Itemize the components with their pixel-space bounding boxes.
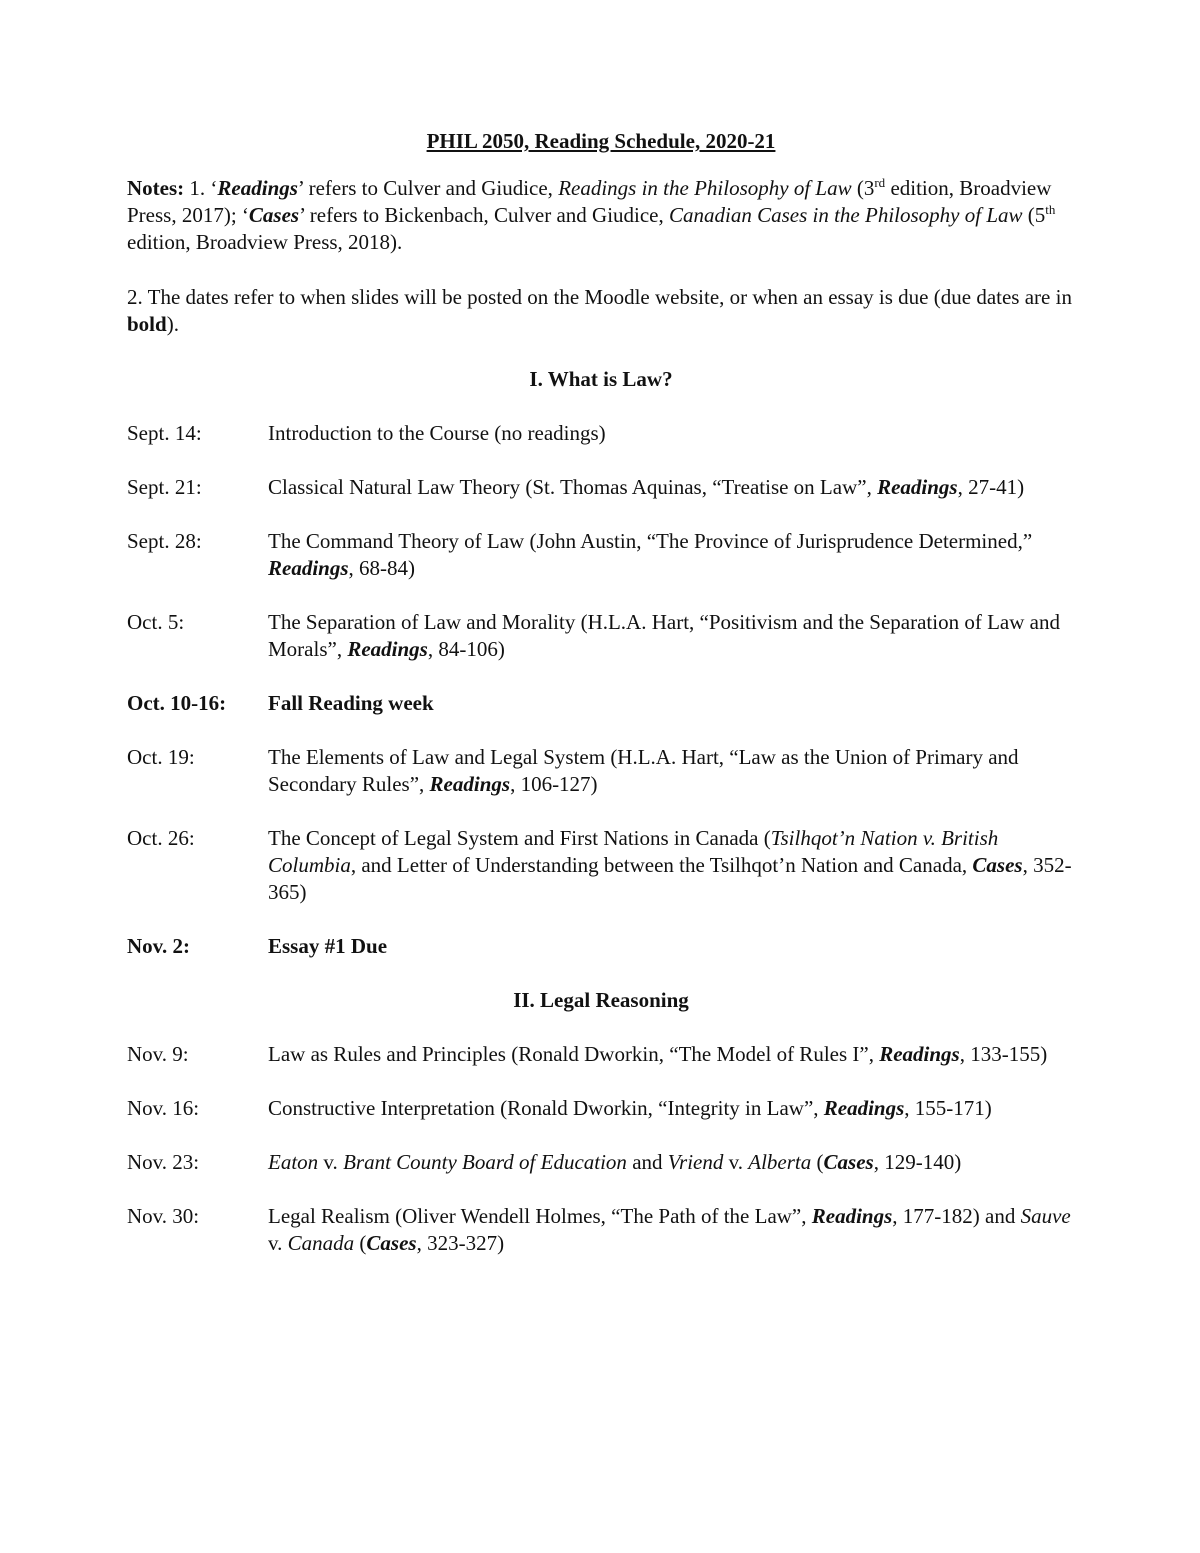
notes-text: ). (166, 312, 179, 336)
notes-text: ’ refers to Culver and Giudice, (297, 176, 559, 200)
source-term: Readings (268, 556, 349, 580)
schedule-entry (127, 1203, 1075, 1257)
entry-date: Sept. 14: (127, 421, 202, 445)
ordinal-suffix: rd (874, 175, 886, 190)
section-heading-what-is-law: I. What is Law? (529, 367, 673, 391)
entry-text: , 323-327) (416, 1231, 505, 1255)
notes-paragraph-2 (127, 284, 1075, 338)
notes-text: edition, Broadview Press, 2018). (127, 230, 403, 254)
entry-description (268, 528, 1075, 582)
entry-text: , 68-84) (348, 556, 416, 580)
entry-description (268, 1095, 1075, 1122)
notes-text: 1. ‘ (184, 176, 218, 200)
case-name: Tsilhqot’n Nation v. British Columbia (268, 826, 999, 877)
schedule-entry (127, 825, 1075, 906)
notes-text: 2. The dates refer to when slides will be posted on the Moodle website, or when an essay is due (due dates are in (127, 285, 1072, 309)
schedule-entry (127, 1149, 1075, 1176)
entry-description (268, 933, 1075, 960)
entry-description (268, 474, 1075, 501)
entry-text: Fall Reading week (268, 691, 434, 715)
notes-label: Notes: (127, 176, 185, 200)
entry-date: Nov. 16: (127, 1096, 200, 1120)
entry-date: Oct. 10-16: (127, 691, 227, 715)
schedule-section-1 (127, 420, 1075, 960)
source-term: Readings (347, 637, 428, 661)
source-term: Cases (823, 1150, 874, 1174)
entry-text: v. (318, 1150, 344, 1174)
entry-description (268, 609, 1075, 663)
entry-text: v. (723, 1150, 749, 1174)
entry-text: Essay #1 Due (268, 934, 388, 958)
entry-date: Nov. 2: (127, 934, 190, 958)
entry-text: , 129-140) (873, 1150, 962, 1174)
schedule-entry-reading-week (127, 690, 1075, 717)
case-name: Canada (287, 1231, 355, 1255)
entry-date: Oct. 5: (127, 610, 185, 634)
entry-text: The Separation of Law and Morality (H.L.A. Hart, “Positivism and the Separation of Law and Morals”, (268, 610, 1060, 661)
entry-date: Sept. 21: (127, 475, 202, 499)
entry-description (268, 1149, 1075, 1176)
document-page (127, 128, 1075, 1284)
schedule-entry (127, 528, 1075, 582)
source-term: Readings (877, 475, 958, 499)
entry-date: Oct. 26: (127, 826, 195, 850)
entry-text: ( (354, 1231, 367, 1255)
schedule-entry-essay-due (127, 933, 1075, 960)
entry-text: , 27-41) (957, 475, 1025, 499)
entry-text: , and Letter of Understanding between the Tsilhqot’n Nation and Canada, (350, 853, 973, 877)
source-term: Readings (823, 1096, 905, 1120)
entry-text: Law as Rules and Principles (Ronald Dworkin, “The Model of Rules I”, (268, 1042, 880, 1066)
entry-text: The Concept of Legal System and First Nations in Canada ( (268, 826, 771, 850)
schedule-entry (127, 420, 1075, 447)
entry-text: The Elements of Law and Legal System (H.L.A. Hart, “Law as the Union of Primary and Secondary Rules”, (268, 745, 1019, 796)
schedule-entry (127, 1041, 1075, 1068)
case-name: Alberta (748, 1150, 812, 1174)
schedule-entry (127, 1095, 1075, 1122)
schedule-entry (127, 474, 1075, 501)
cases-term: Cases (248, 203, 300, 227)
entry-date: Nov. 9: (127, 1042, 189, 1066)
notes-text: (5 (1022, 203, 1046, 227)
readings-term: Readings (217, 176, 298, 200)
entry-text: , 352-365) (268, 853, 1072, 904)
source-term: Readings (879, 1042, 960, 1066)
book-title-readings: Readings in the Philosophy of Law (558, 176, 852, 200)
entry-description (268, 1041, 1075, 1068)
entry-text: Introduction to the Course (no readings) (268, 421, 606, 445)
entry-text: , 155-171) (904, 1096, 992, 1120)
entry-text: The Command Theory of Law (John Austin, “The Province of Jurisprudence Determined,” (268, 529, 1033, 553)
entry-date: Nov. 23: (127, 1150, 200, 1174)
book-title-cases: Canadian Cases in the Philosophy of Law (669, 203, 1023, 227)
entry-text: , 106-127) (510, 772, 598, 796)
case-name: Eaton (268, 1150, 319, 1174)
notes-text: edition, Broadview Press, 2017); ‘ (127, 176, 1052, 227)
entry-date: Nov. 30: (127, 1204, 200, 1228)
case-name: Sauve (1020, 1204, 1071, 1228)
source-term: Readings (429, 772, 511, 796)
schedule-entry (127, 744, 1075, 798)
source-term: Readings (811, 1204, 893, 1228)
notes-paragraph-1 (127, 175, 1075, 256)
source-term: Cases (972, 853, 1023, 877)
schedule-section-2 (127, 1041, 1075, 1257)
schedule-entry (127, 609, 1075, 663)
case-name: Brant County Board of Education (343, 1150, 627, 1174)
source-term: Cases (366, 1231, 417, 1255)
entry-text: Classical Natural Law Theory (St. Thomas Aquinas, “Treatise on Law”, (268, 475, 878, 499)
entry-text: , 133-155) (959, 1042, 1048, 1066)
entry-text: v. (268, 1231, 288, 1255)
entry-text: ( (811, 1150, 824, 1174)
entry-text: Legal Realism (Oliver Wendell Holmes, “The Path of the Law”, (268, 1204, 812, 1228)
entry-text: , 84-106) (427, 637, 505, 661)
entry-description (268, 825, 1075, 906)
case-name: Vriend (667, 1150, 724, 1174)
notes-text: ’ refers to Bickenbach, Culver and Giudice, (299, 203, 669, 227)
document-title: PHIL 2050, Reading Schedule, 2020-21 (426, 129, 776, 153)
entry-description (268, 420, 1075, 447)
entry-description (268, 690, 1075, 717)
ordinal-suffix: th (1045, 202, 1056, 217)
entry-date: Oct. 19: (127, 745, 195, 769)
entry-text: , 177-182) and (892, 1204, 1021, 1228)
entry-text: and (626, 1150, 668, 1174)
section-heading-legal-reasoning: II. Legal Reasoning (513, 988, 689, 1012)
entry-description (268, 1203, 1075, 1257)
entry-description (268, 744, 1075, 798)
entry-date: Sept. 28: (127, 529, 202, 553)
bold-word: bold (127, 312, 167, 336)
notes-text: (3 (851, 176, 875, 200)
entry-text: Constructive Interpretation (Ronald Dworkin, “Integrity in Law”, (268, 1096, 824, 1120)
